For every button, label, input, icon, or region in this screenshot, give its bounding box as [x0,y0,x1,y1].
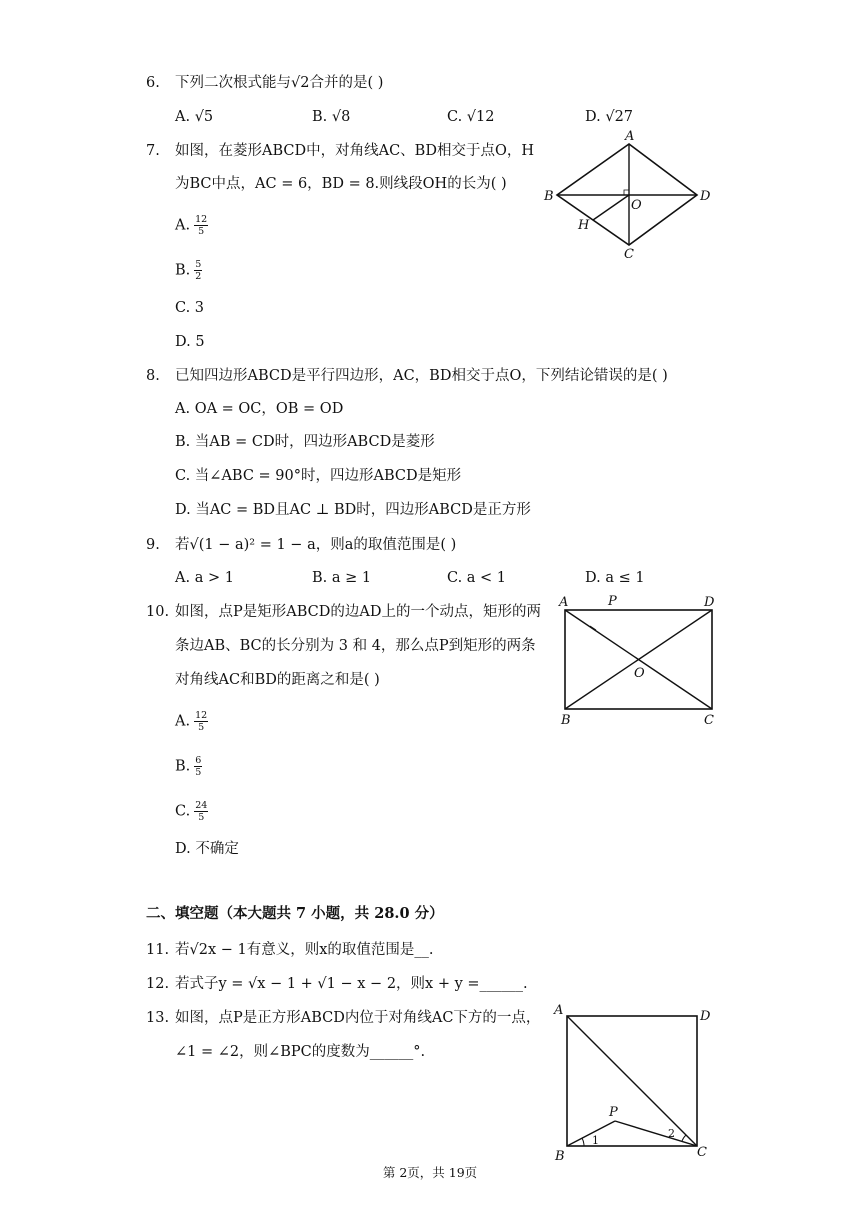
q13-text-line1: 如图，点P是正方形ABCD内位于对角线AC下方的一点， [175,1010,541,1026]
label-p: P [608,594,617,609]
q7-rhombus-figure [540,128,720,263]
q7-text-line1: 如图，在菱形ABCD中，对角线AC、BD相交于点O，H [175,143,534,159]
q6-option-b: B. √8 [312,109,351,125]
label-a: A [625,129,635,144]
label-c: C [704,713,714,728]
fraction: $\frac{12}{5}$ [195,214,208,237]
q13-number: 13. [146,1010,170,1026]
q13-square-figure [550,1000,730,1165]
q10-option-a: A. $\frac{12}{5}$ [175,710,208,733]
q9-number: 9. [146,537,160,553]
label-p: P [609,1105,618,1120]
q9-option-c: C. a < 1 [447,570,507,586]
q8-number: 8. [146,368,160,384]
q7-option-c: C. 3 [175,300,205,316]
page-footer: 第 2页，共 19页 [382,1165,478,1180]
label-d: D [700,1009,711,1024]
q7-option-b: B. $\frac{5}{2}$ [175,259,202,282]
fraction: $\frac{6}{5}$ [195,755,202,778]
label-a: A [559,595,569,610]
angle-2-label: 2 [668,1127,675,1140]
label-c: C [697,1145,707,1160]
label-h: H [578,218,590,233]
q9-option-d: D. a ≤ 1 [585,570,645,586]
q9-option-b: B. a ≥ 1 [312,570,372,586]
angle-1-label: 1 [592,1134,599,1147]
angle-2-arc [682,1135,686,1141]
q8-text: 已知四边形ABCD是平行四边形，AC，BD相交于点O，下列结论错误的是( ) [175,368,668,384]
q8-option-a: A. OA = OC，OB = OD [175,401,344,417]
q6-number: 6. [146,75,160,91]
q10-number: 10. [146,604,170,620]
label-b: B [544,189,554,204]
q10-text-line1: 如图，点P是矩形ABCD的边AD上的一个动点，矩形的两 [175,604,541,620]
q10-option-d: D. 不确定 [175,841,239,857]
q6-option-a: A. √5 [175,109,214,125]
q11-number: 11. [146,942,170,958]
section-2-title: 二、填空题（本大题共 7 小题，共 28.0 分） [146,905,444,922]
label-o: O [634,666,645,681]
segment-oh [593,195,629,220]
label-d: D [704,595,715,610]
q7-option-d: D. 5 [175,334,205,350]
label-d: D [700,189,711,204]
q8-option-d: D. 当AC = BD且AC ⊥ BD时，四边形ABCD是正方形 [175,502,531,518]
q13-text-line2: ∠1 = ∠2，则∠BPC的度数为______°. [175,1044,426,1060]
label-o: O [631,198,642,213]
label-c: C [624,247,634,262]
q9-option-a: A. a > 1 [175,570,234,586]
q7-number: 7. [146,143,160,159]
q10-text-line2: 条边AB、BC的长分别为 3 和 4，那么点P到矩形的两条 [175,638,536,654]
q12-number: 12. [146,976,170,992]
q12-text: 若式子y = √x − 1 + √1 − x − 2，则x + y =______. [175,976,528,992]
label-a: A [554,1003,564,1018]
q10-option-b: B. $\frac{6}{5}$ [175,755,202,778]
segment-bp [567,1121,615,1146]
label-b: B [561,713,571,728]
q6-option-d: D. √27 [585,109,634,125]
q8-option-b: B. 当AB = CD时，四边形ABCD是菱形 [175,434,435,450]
q6-text: 下列二次根式能与√2合并的是( ) [175,75,384,91]
q7-text-line2: 为BC中点，AC = 6，BD = 8.则线段OH的长为( ) [175,176,507,192]
q7-option-a: A. $\frac{12}{5}$ [175,214,208,237]
q8-option-c: C. 当∠ABC = 90°时，四边形ABCD是矩形 [175,468,462,484]
angle-1-arc [582,1138,584,1146]
label-b: B [555,1149,565,1164]
fraction: $\frac{5}{2}$ [195,259,202,282]
q6-option-c: C. √12 [447,109,495,125]
q10-text-line3: 对角线AC和BD的距离之和是( ) [175,672,380,688]
q11-text: 若√2x − 1有意义，则x的取值范围是__. [175,942,434,958]
right-angle-mark [624,190,629,195]
q10-option-c: C. $\frac{24}{5}$ [175,800,208,823]
q9-text: 若√(1 − a)² = 1 − a，则a的取值范围是( ) [175,537,457,553]
fraction: $\frac{24}{5}$ [195,800,208,823]
q10-rectangle-figure [550,590,730,730]
fraction: $\frac{12}{5}$ [195,710,208,733]
